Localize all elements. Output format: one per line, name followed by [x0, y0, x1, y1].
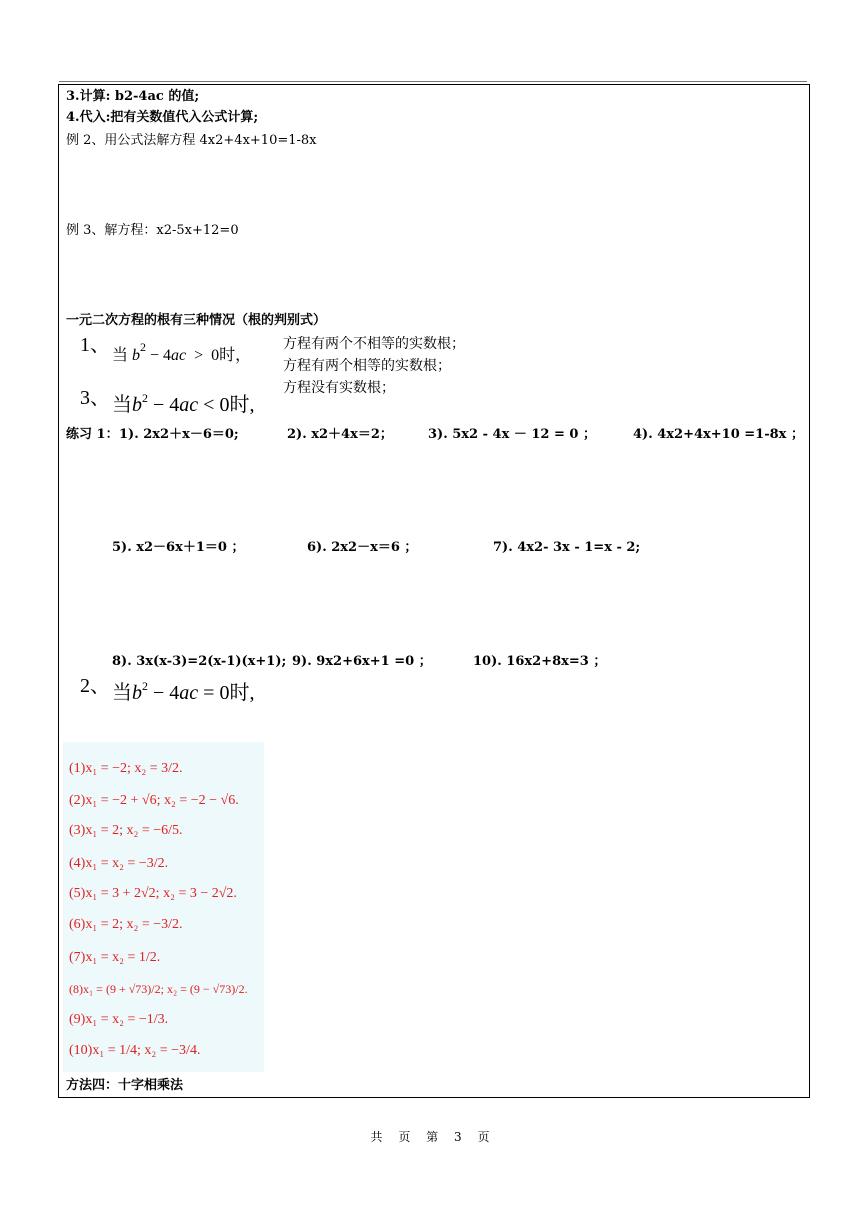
answer-item: (10)x₁ = 1/4; x₂ = −3/4. — [69, 1043, 201, 1058]
practice-item: 1). 2x2＋x－6＝0; — [119, 427, 239, 442]
answer-item: (9)x₁ = x₂ = −1/3. — [69, 1012, 169, 1027]
practice-label: 练习 1： — [66, 427, 119, 442]
case-1-number: 1、 — [80, 334, 110, 356]
answer-item: (8)x₁ = (9 + √73)/2; x₂ = (9 − √73)/2. — [69, 982, 248, 996]
answer-key-panel — [63, 742, 264, 1072]
practice-item: 7). 4x2- 3x - 1=x - 2; — [493, 540, 641, 555]
practice-item: 5). x2－6x＋1＝0 ； — [112, 540, 245, 555]
practice-item: 4). 4x2+4x+10 =1-8x ； — [633, 427, 804, 442]
example-2-text: 例 2、用公式法解方程 4x2+4x+10=1-8x — [66, 133, 317, 148]
answer-item: (6)x₁ = 2; x₂ = −3/2. — [69, 917, 183, 932]
case-1-result: 方程有两个不相等的实数根； — [283, 336, 465, 352]
step-3-text: 3.计算: b2-4ac 的值; — [66, 89, 200, 104]
example-3-text: 例 3、解方程：x2-5x+12=0 — [66, 223, 239, 238]
header-rule — [59, 81, 807, 82]
case-2-number: 2、 — [80, 675, 110, 697]
page-footer: 共 页 第 3 页 — [370, 1130, 490, 1144]
answer-item: (3)x₁ = 2; x₂ = −6/5. — [69, 823, 183, 838]
answer-item: (1)x₁ = −2; x₂ = 3/2. — [69, 761, 183, 776]
case-3-result: 方程没有实数根； — [283, 380, 395, 396]
method-4-heading: 方法四：十字相乘法 — [66, 1078, 184, 1093]
answer-item: (4)x₁ = x₂ = −3/2. — [69, 856, 169, 871]
practice-item: 9). 9x2+6x+1 =0 ； — [292, 654, 432, 669]
practice-item: 8). 3x(x-3)=2(x-1)(x+1); — [112, 654, 287, 669]
answer-item: (7)x₁ = x₂ = 1/2. — [69, 950, 161, 965]
practice-item: 2). x2＋4x＝2； — [287, 427, 393, 442]
step-4-text: 4.代入:把有关数值代入公式计算; — [66, 110, 259, 125]
case-3-condition: 当$b^2 - 4ac < 0$时, — [112, 391, 255, 416]
case-2-result: 方程有两个相等的实数根； — [283, 358, 451, 374]
practice-item: 6). 2x2－x＝6 ； — [307, 540, 418, 555]
case-3-number: 3、 — [80, 387, 110, 409]
practice-item: 10). 16x2+8x=3 ； — [473, 654, 607, 669]
practice-item: 3). 5x2 - 4x － 12 = 0 ； — [428, 427, 596, 442]
case-2-condition: 当$b^2 - 4ac = 0$时, — [112, 679, 255, 704]
case-1-condition: 当 $b^2 - 4ac > 0$时， — [112, 340, 252, 364]
answer-item: (5)x₁ = 3 + 2√2; x₂ = 3 − 2√2. — [69, 886, 237, 901]
discriminant-heading: 一元二次方程的根有三种情况（根的判别式） — [66, 313, 327, 328]
answer-item: (2)x₁ = −2 + √6; x₂ = −2 − √6. — [69, 793, 239, 808]
